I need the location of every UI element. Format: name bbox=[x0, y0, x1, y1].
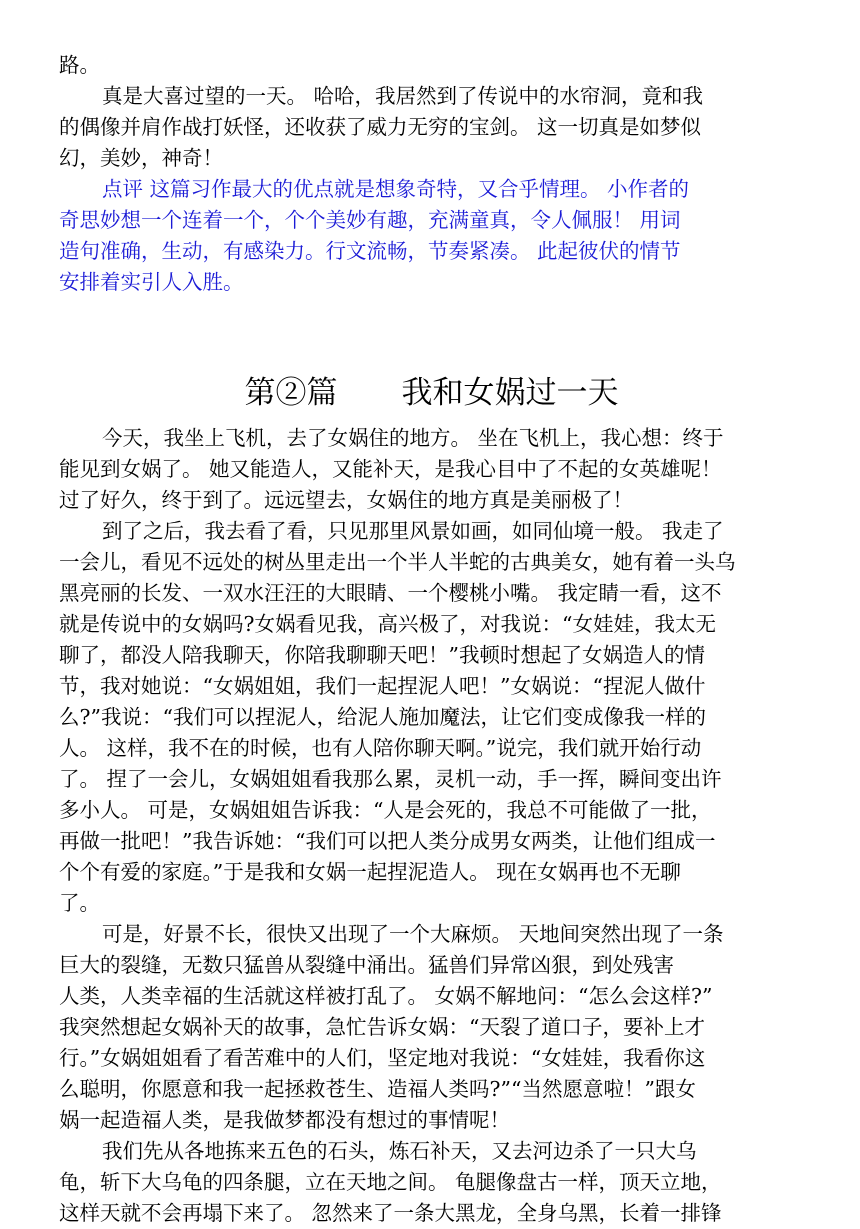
text-line: 路。 bbox=[59, 53, 100, 77]
text-line: 么?”我说：“我们可以捏泥人，给泥人施加魔法，让它们变成像我一样的 bbox=[59, 705, 706, 729]
text-line: 能见到女娲了。 她又能造人，又能补天，是我心目中了不起的女英雄呢！ bbox=[59, 457, 722, 481]
text-line: 人类，人类幸福的生活就这样被打乱了。 女娲不解地问：“怎么会这样?” bbox=[59, 984, 713, 1008]
text-line: 再做一批吧！”我告诉她：“我们可以把人类分成男女两类，让他们组成一 bbox=[59, 829, 716, 853]
text-line: 行。”女娲姐姐看了看苦难中的人们，坚定地对我说：“女娃娃，我看你这 bbox=[59, 1046, 706, 1070]
text-line: 真是大喜过望的一天。 哈哈，我居然到了传说中的水帘洞，竟和我 bbox=[102, 84, 704, 108]
text-line: 这样天就不会再塌下来了。 忽然来了一条大黑龙，全身乌黑，长着一排锋 bbox=[59, 1201, 722, 1225]
document-page bbox=[59, 50, 804, 1229]
text-line: 娲一起造福人类，是我做梦都没有想过的事情呢！ bbox=[59, 1108, 510, 1132]
article-title-text: 我和女娲过一天 bbox=[401, 375, 619, 411]
text-line: 今天，我坐上飞机，去了女娲住的地方。 坐在飞机上，我心想：终于 bbox=[102, 426, 724, 450]
article-title bbox=[59, 363, 804, 423]
comment-line: 安排着实引人入胜。 bbox=[59, 270, 244, 294]
text-line: 个个有爱的家庭。”于是我和女娲一起捏泥造人。 现在女娲再也不无聊 bbox=[59, 860, 681, 884]
text-line: 节，我对她说：“女娲姐姐，我们一起捏泥人吧！”女娲说：“捏泥人做什 bbox=[59, 674, 706, 698]
section-gap bbox=[59, 298, 804, 363]
comment-line: 奇思妙想一个连着一个，个个美妙有趣，充满童真，令人佩服！ 用词 bbox=[59, 208, 681, 232]
text-line: 龟，斩下大乌龟的四条腿，立在天地之间。 龟腿像盘古一样，顶天立地， bbox=[59, 1170, 722, 1194]
comment-line: 点评 这篇习作最大的优点就是想象奇特，又合乎情理。 小作者的 bbox=[102, 177, 690, 201]
text-line: 人。 这样，我不在的时候，也有人陪你聊天啊。”说完，我们就开始行动 bbox=[59, 736, 702, 760]
text-line: 到了之后，我去看了看，只见那里风景如画，如同仙境一般。 我走了 bbox=[102, 519, 724, 543]
text-line: 了。 捏了一会儿，女娲姐姐看我那么累，灵机一动，手一挥，瞬间变出许 bbox=[59, 767, 722, 791]
text-line: 巨大的裂缝，无数只猛兽从裂缝中涌出。猛兽们异常凶狠，到处残害 bbox=[59, 953, 674, 977]
text-line: 一会儿，看见不远处的树丛里走出一个半人半蛇的古典美女，她有着一头乌 bbox=[59, 550, 736, 574]
text-line: 的偶像并肩作战打妖怪，还收获了威力无穷的宝剑。 这一切真是如梦似 bbox=[59, 115, 702, 139]
text-line: 我们先从各地拣来五色的石头，炼石补天，又去河边杀了一只大乌 bbox=[102, 1139, 697, 1163]
text-line: 幻，美妙，神奇！ bbox=[59, 146, 223, 170]
text-line: 我突然想起女娲补天的故事，急忙告诉女娲：“天裂了道口子，要补上才 bbox=[59, 1015, 705, 1039]
text-line: 多小人。 可是，女娲姐姐告诉我：“人是会死的，我总不可能做了一批， bbox=[59, 798, 712, 822]
text-line: 么聪明，你愿意和我一起拯救苍生、造福人类吗?”“当然愿意啦！”跟女 bbox=[59, 1077, 696, 1101]
article-number: 第②篇 bbox=[244, 375, 338, 411]
text-line: 了。 bbox=[59, 891, 100, 915]
text-line: 可是，好景不长，很快又出现了一个大麻烦。 天地间突然出现了一条 bbox=[102, 922, 724, 946]
comment-line: 造句准确，生动，有感染力。行文流畅，节奏紧凑。 此起彼伏的情节 bbox=[59, 239, 681, 263]
text-line: 就是传说中的女娲吗?女娲看见我，高兴极了，对我说：“女娃娃，我太无 bbox=[59, 612, 716, 636]
text-line: 聊了，都没人陪我聊天，你陪我聊聊天吧！”我顿时想起了女娲造人的情 bbox=[59, 643, 705, 667]
text-line: 过了好久，终于到了。远远望去，女娲住的地方真是美丽极了！ bbox=[59, 488, 633, 512]
text-line: 黑亮丽的长发、一双水汪汪的大眼睛、一个樱桃小嘴。 我定睛一看，这不 bbox=[59, 581, 722, 605]
